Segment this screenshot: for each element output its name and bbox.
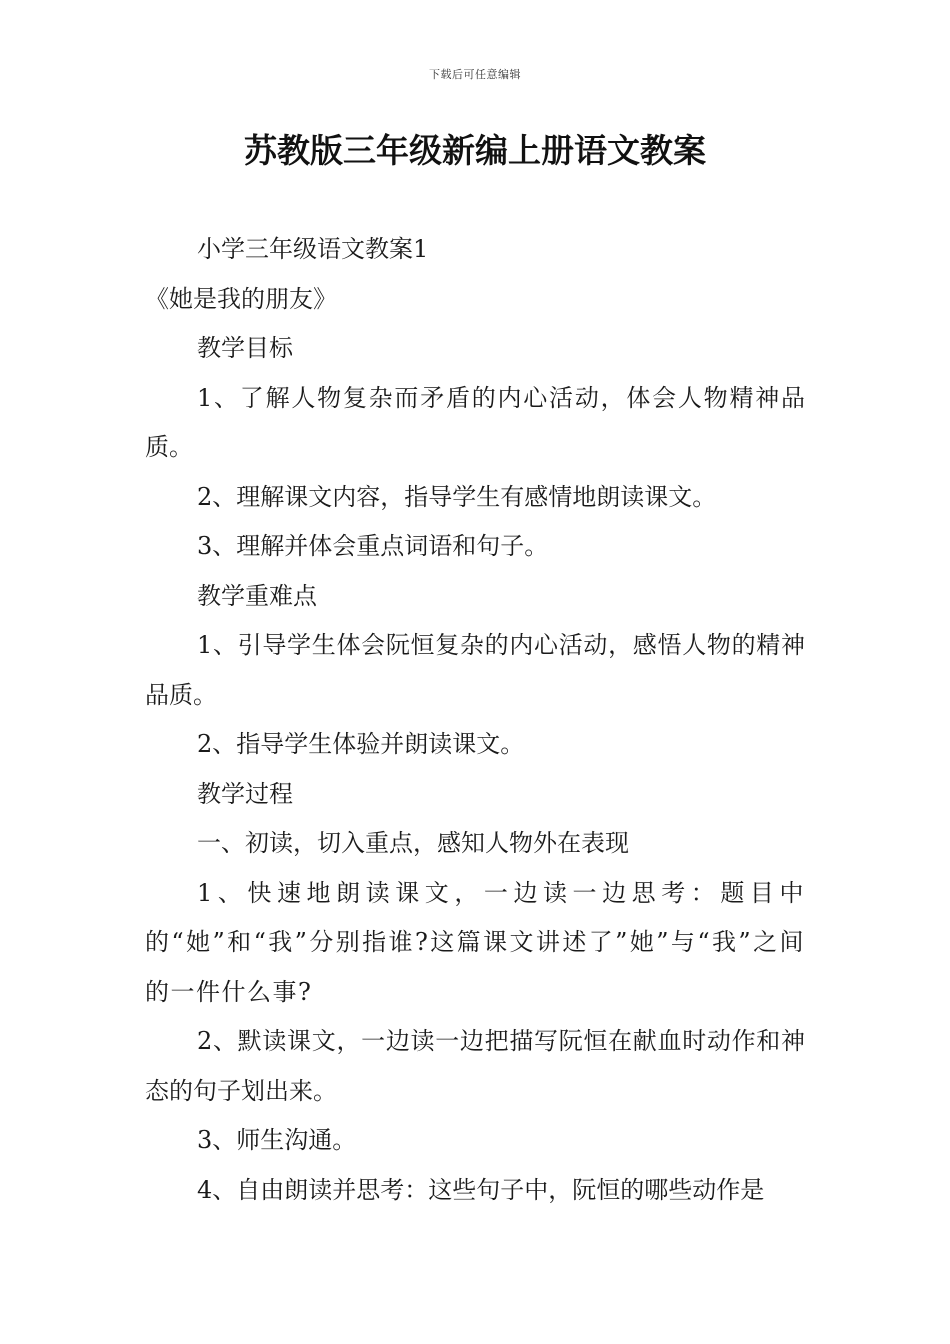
paragraph-key-point-1: 1、引导学生体会阮恒复杂的内心活动，感悟人物的精神品质。: [145, 631, 805, 709]
paragraph-section-goals: 教学目标: [197, 334, 293, 362]
paragraph-goal-1: 1、了解人物复杂而矛盾的内心活动，体会人物精神品质。: [145, 383, 805, 461]
paragraph-key-point-2: 2、指导学生体验并朗读课文。: [197, 730, 525, 758]
paragraph-step-4: 4、自由朗读并思考：这些句子中，阮恒的哪些动作是: [197, 1175, 765, 1204]
document-body: [145, 225, 805, 1215]
paragraph-goal-2: 2、理解课文内容，指导学生有感情地朗读课文。: [197, 482, 717, 511]
paragraph-lesson-heading: 小学三年级语文教案1: [197, 235, 429, 263]
paragraph-section-key-points: 教学重难点: [197, 581, 317, 610]
page-header-note: 下载后可任意编辑: [429, 68, 521, 81]
document-title: 苏教版三年级新编上册语文教案: [244, 131, 706, 170]
paragraph-step-1: 1、快速地朗读课文，一边读一边思考：题目中的“她”和“我”分别指谁?这篇课文讲述了”她”与“我”之间的一件什么事?: [145, 878, 805, 1006]
paragraph-lesson-title: 《她是我的朋友》: [145, 284, 337, 313]
paragraph-section-process: 教学过程: [197, 779, 293, 808]
paragraph-step-2: 2、默读课文，一边读一边把描写阮恒在献血时动作和神态的句子划出来。: [145, 1027, 805, 1105]
paragraph-goal-3: 3、理解并体会重点词语和句子。: [197, 532, 549, 560]
paragraph-step-one: 一、初读，切入重点，感知人物外在表现: [197, 829, 629, 857]
paragraph-step-3: 3、师生沟通。: [197, 1126, 357, 1154]
